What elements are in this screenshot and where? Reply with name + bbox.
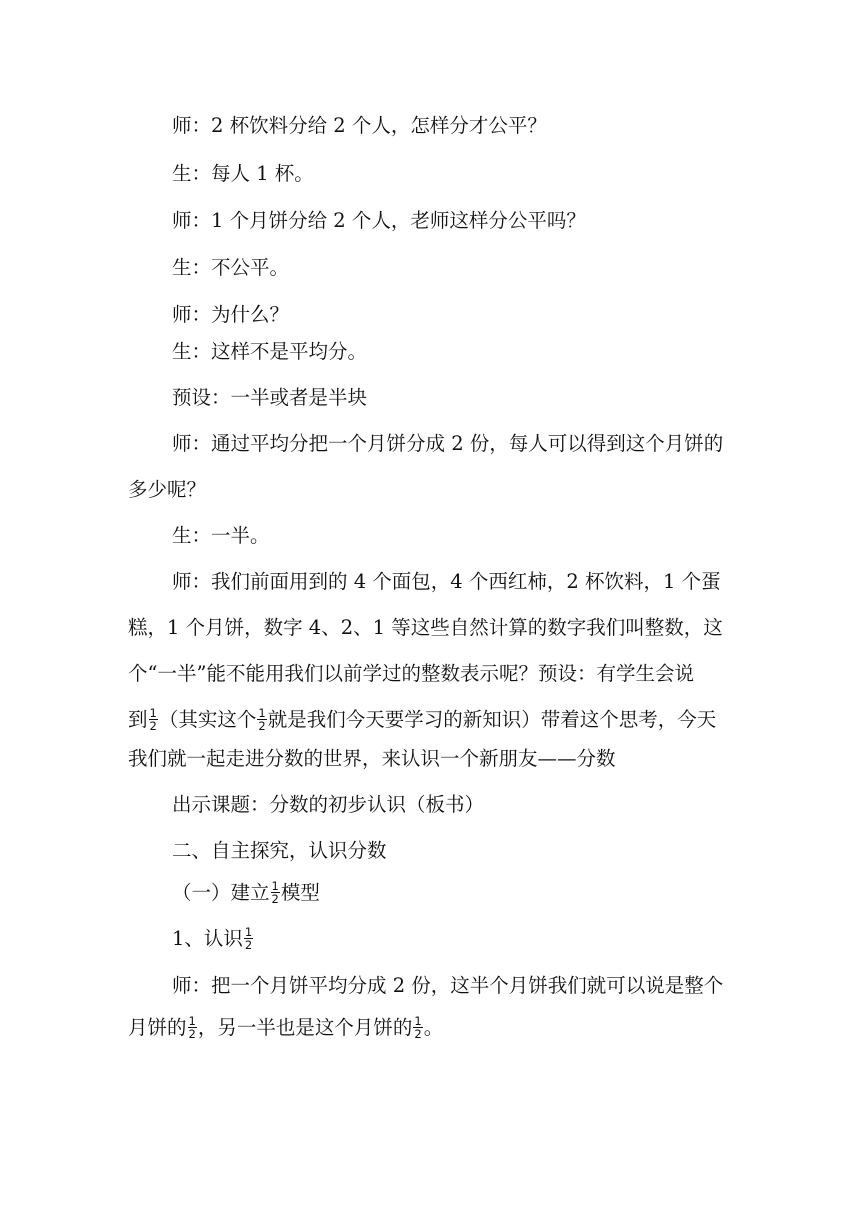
heading-line — [0, 791, 860, 819]
line-text: 师：2 杯饮料分给 2 个人，怎样分才公平？ — [172, 114, 547, 137]
dialogue-line — [0, 207, 860, 235]
line-text: 月饼的 — [128, 1016, 187, 1039]
paragraph-line — [0, 972, 860, 1000]
line-text: 到 — [128, 708, 148, 731]
line-text: （其实这个 — [158, 708, 257, 731]
line-text: 模型 — [280, 881, 320, 904]
fraction-one-half: $\frac{1}{2}$ — [188, 1014, 196, 1041]
paragraph-line — [0, 430, 860, 458]
line-text: 二、自主探究，认识分数 — [172, 839, 387, 862]
line-text: 预设：一半或者是半块 — [172, 386, 368, 409]
subsection-heading — [0, 925, 860, 953]
subsection-heading — [0, 879, 860, 907]
dialogue-line — [0, 384, 860, 412]
paragraph-line — [0, 568, 860, 596]
section-heading — [0, 837, 860, 865]
fraction-one-half: $\frac{1}{2}$ — [271, 879, 279, 906]
line-text: 就是我们今天要学习的新知识）带着这个思考，今天 — [267, 708, 717, 731]
dialogue-line — [0, 254, 860, 282]
fraction-one-half: $\frac{1}{2}$ — [414, 1014, 422, 1041]
line-text: 多少呢？ — [128, 478, 207, 501]
line-text: 生：一半。 — [172, 524, 270, 547]
line-text: 我们就一起走进分数的世界，来认识一个新朋友——分数 — [128, 747, 616, 770]
line-text: 出示课题：分数的初步认识（板书） — [172, 793, 485, 816]
line-text: 师：1 个月饼分给 2 个人，老师这样分公平吗？ — [172, 209, 586, 232]
line-text: 师：我们前面用到的 4 个面包，4 个西红柿，2 杯饮料，1 个蛋 — [172, 570, 721, 593]
paragraph-line — [0, 745, 860, 773]
paragraph-line — [0, 476, 860, 504]
paragraph-line — [0, 660, 860, 688]
dialogue-line — [0, 338, 860, 366]
line-text: 生：不公平。 — [172, 256, 290, 279]
line-text: 生：每人 1 杯。 — [172, 162, 314, 185]
dialogue-line — [0, 522, 860, 550]
line-text: 。 — [423, 1016, 444, 1039]
line-text: 糕，1 个月饼，数字 4、2、1 等这些自然计算的数字我们叫整数，这 — [128, 616, 723, 639]
line-text: 个“一半”能不能用我们以前学过的整数表示呢？预设：有学生会说 — [128, 662, 694, 685]
paragraph-line — [0, 706, 860, 734]
dialogue-line — [0, 160, 860, 188]
fraction-one-half: $\frac{1}{2}$ — [258, 706, 266, 733]
line-text: 师：把一个月饼平均分成 2 份，这半个月饼我们就可以说是整个 — [172, 974, 724, 997]
paragraph-line — [0, 614, 860, 642]
line-text: 1、认识 — [172, 927, 243, 950]
line-text: 师：通过平均分把一个月饼分成 2 份，每人可以得到这个月饼的 — [172, 432, 724, 455]
paragraph-line — [0, 1014, 860, 1042]
dialogue-line — [0, 112, 860, 140]
line-text: 师：为什么？ — [172, 303, 290, 326]
fraction-one-half: $\frac{1}{2}$ — [244, 925, 253, 952]
line-text: 生：这样不是平均分。 — [172, 340, 368, 363]
fraction-one-half: $\frac{1}{2}$ — [149, 706, 157, 733]
dialogue-line — [0, 301, 860, 329]
line-text: （一）建立 — [172, 881, 270, 904]
line-text: ，另一半也是这个月饼的 — [197, 1016, 413, 1039]
